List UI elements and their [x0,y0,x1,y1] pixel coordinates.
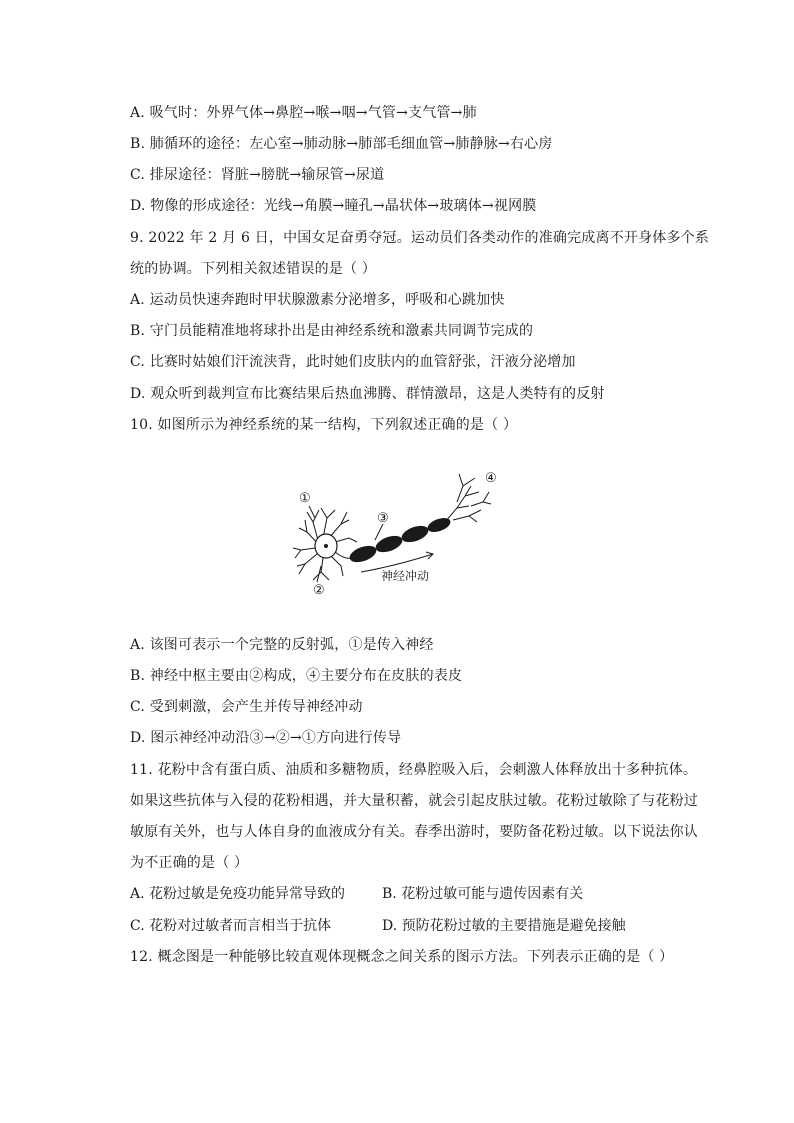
q11-option-c: C. 花粉对过敏者而言相当于抗体 [130,918,332,934]
q11-stem-line2: 如果这些抗体与入侵的花粉相遇，并大量积蓄，就会引起皮肤过敏。花粉过敏除了与花粉过 [130,793,698,809]
q11-option-b: B. 花粉过敏可能与遗传因素有关 [382,886,584,902]
figure-label-1: ① [299,491,311,506]
q9-stem-line2: 统的协调。下列相关叙述错误的是（ ） [130,261,377,277]
neuron-diagram [285,462,515,602]
q9-option-b: B. 守门员能精准地将球扑出是由神经系统和激素共同调节完成的 [130,323,534,339]
q8-option-d: D. 物像的形成途径：光线→角膜→瞳孔→晶状体→玻璃体→视网膜 [130,198,537,214]
q11-stem-line3: 敏原有关外，也与人体自身的血液成分有关。春季出游时，要防备花粉过敏。以下说法你认 [130,824,698,840]
q10-option-a: A. 该图可表示一个完整的反射弧，①是传入神经 [130,637,434,653]
q10-option-b: B. 神经中枢主要由②构成，④主要分布在皮肤的表皮 [130,668,463,684]
q11-option-d: D. 预防花粉过敏的主要措施是避免接触 [382,918,626,934]
q11-stem-line1: 11. 花粉中含有蛋白质、油质和多糖物质，经鼻腔吸入后，会刺激人体释放出十多种抗体。 [130,762,698,778]
q9-option-a: A. 运动员快速奔跑时甲状腺激素分泌增多，呼吸和心跳加快 [130,292,505,308]
figure-arrow-label: 神经冲动 [381,569,430,583]
q10-stem: 10. 如图所示为神经系统的某一结构，下列叙述正确的是（ ） [130,417,518,433]
q8-option-a: A. 吸气时：外界气体→鼻腔→喉→咽→气管→支气管→肺 [130,105,477,121]
neuron-figure [285,462,515,602]
q8-option-c: C. 排尿途径：肾脏→膀胱→输尿管→尿道 [130,167,385,183]
q11-stem-line4: 为不正确的是（ ） [130,855,249,871]
q11-option-a: A. 花粉过敏是免疫功能异常导致的 [130,886,346,902]
figure-label-3: ③ [377,511,389,526]
q9-option-c: C. 比赛时姑娘们汗流浃背，此时她们皮肤内的血管舒张，汗液分泌增加 [130,354,576,370]
q8-option-b: B. 肺循环的途径：左心室→肺动脉→肺部毛细血管→肺静脉→右心房 [130,136,553,152]
q9-option-d: D. 观众听到裁判宣布比赛结果后热血沸腾、群情激昂，这是人类特有的反射 [130,386,605,402]
q12-stem: 12. 概念图是一种能够比较直观体现概念之间关系的图示方法。下列表示正确的是（ ） [130,949,674,965]
q9-stem-line1: 9. 2022 年 2 月 6 日，中国女足奋勇夺冠。运动员们各类动作的准确完成离不开身体多个系 [130,230,710,246]
figure-label-4: ④ [485,471,497,486]
figure-label-2: ② [313,583,325,598]
q10-option-c: C. 受到刺激，会产生并传导神经冲动 [130,699,363,715]
q10-option-d: D. 图示神经冲动沿③→②→①方向进行传导 [130,730,402,746]
